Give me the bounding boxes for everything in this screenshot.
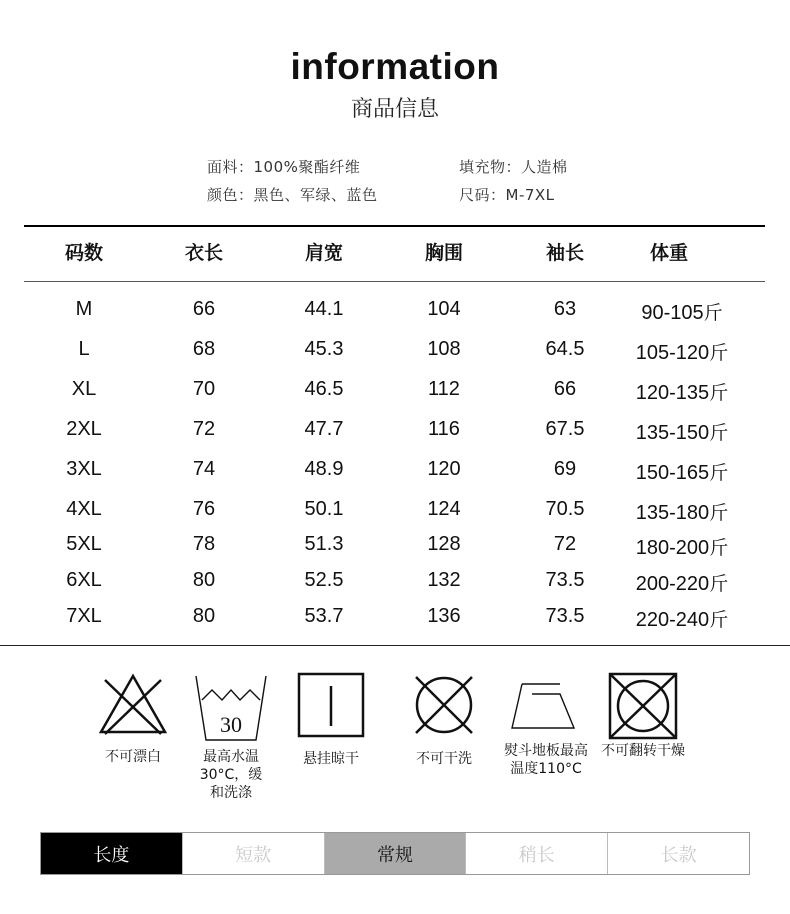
care-item: [500, 672, 592, 778]
weight-unit: 斤: [709, 462, 729, 484]
cell-shoulder: 51.3: [304, 533, 344, 555]
weight-range: 105-120: [635, 342, 710, 364]
weight-unit: 斤: [709, 573, 729, 595]
weight-range: 180-200: [635, 537, 710, 559]
cell-weight: [622, 378, 742, 405]
cell-shoulder: 46.5: [304, 378, 344, 400]
page-title: information: [290, 46, 500, 87]
spec-color: 颜色：黑色、军绿、蓝色: [207, 186, 378, 204]
cell-length: 80: [192, 569, 216, 591]
header-length: 衣长: [184, 242, 223, 264]
cell-shoulder: 48.9: [304, 458, 344, 480]
cell-sleeve: 66: [553, 378, 577, 400]
weight-unit: 斤: [709, 422, 729, 444]
care-label: 熨斗地板最高温度110°C: [504, 743, 588, 777]
cell-weight: [622, 605, 742, 632]
care-item: [285, 672, 377, 768]
care-item: [185, 672, 277, 802]
care-item: [398, 672, 490, 768]
table-row: [0, 458, 790, 488]
table-row: [0, 378, 790, 408]
cell-length: 68: [192, 338, 216, 360]
weight-range: 90-105: [641, 302, 704, 324]
hang-dry-icon: [297, 672, 365, 738]
table-bottom-rule: [0, 645, 790, 646]
weight-unit: 斤: [709, 342, 729, 364]
cell-chest: 132: [427, 569, 461, 591]
wash-30-icon: [192, 672, 270, 744]
cell-length: 80: [192, 605, 216, 627]
cell-shoulder: 53.7: [304, 605, 344, 627]
cell-sleeve: 72: [553, 533, 577, 555]
length-bar: [40, 832, 750, 875]
weight-range: 120-135: [635, 382, 710, 404]
cell-shoulder: 44.1: [304, 298, 344, 320]
no-tumble-dry-icon: [608, 672, 678, 740]
weight-unit: 斤: [703, 302, 723, 324]
weight-range: 135-150: [635, 422, 710, 444]
cell-size: 2XL: [66, 418, 102, 440]
care-item: [597, 672, 689, 760]
cell-shoulder: 52.5: [304, 569, 344, 591]
cell-chest: 116: [428, 418, 460, 440]
length-bar-title: 长度: [41, 833, 183, 874]
cell-sleeve: 64.5: [545, 338, 585, 360]
cell-chest: 104: [427, 298, 461, 320]
table-row: [0, 569, 790, 599]
table-row: [0, 418, 790, 448]
care-item: [87, 672, 179, 766]
cell-length: 76: [192, 498, 216, 520]
table-row: [0, 498, 790, 528]
weight-range: 220-240: [635, 609, 710, 631]
cell-chest: 120: [427, 458, 461, 480]
header-size: 码数: [64, 242, 103, 264]
cell-length: 78: [192, 533, 216, 555]
cell-shoulder: 45.3: [304, 338, 344, 360]
cell-length: 66: [192, 298, 216, 320]
table-row: [0, 533, 790, 563]
care-label: 不可干洗: [416, 751, 472, 767]
length-option-regular[interactable]: 常规: [325, 833, 467, 874]
weight-unit: 斤: [709, 537, 729, 559]
header-chest: 胸围: [424, 242, 463, 264]
cell-weight: [622, 418, 742, 445]
cell-size: M: [75, 298, 93, 320]
spec-filling: 填充物：人造棉: [459, 158, 568, 176]
cell-length: 70: [192, 378, 216, 400]
cell-sleeve: 69: [553, 458, 577, 480]
cell-size: 6XL: [66, 569, 102, 591]
cell-weight: [622, 569, 742, 596]
header-shoulder: 肩宽: [304, 242, 343, 264]
spec-size: 尺码：M-7XL: [459, 186, 555, 204]
cell-sleeve: 63: [553, 298, 577, 320]
header-sleeve: 袖长: [545, 242, 584, 264]
weight-range: 150-165: [635, 462, 710, 484]
cell-length: 72: [192, 418, 216, 440]
iron-icon: [508, 672, 584, 738]
cell-size: 3XL: [66, 458, 102, 480]
cell-sleeve: 70.5: [545, 498, 585, 520]
cell-weight: [622, 338, 742, 365]
cell-weight: [622, 498, 742, 525]
cell-size: 5XL: [66, 533, 102, 555]
header-weight: 体重: [649, 242, 688, 264]
cell-chest: 112: [428, 378, 460, 400]
cell-weight: [622, 298, 742, 325]
table-row: [0, 298, 790, 328]
cell-weight: [622, 458, 742, 485]
cell-size: 4XL: [66, 498, 102, 520]
cell-shoulder: 47.7: [304, 418, 344, 440]
wash-temperature: 30: [220, 712, 242, 737]
table-header-rule: [24, 281, 765, 282]
cell-length: 74: [192, 458, 216, 480]
care-label: 不可翻转干燥: [601, 743, 685, 759]
cell-chest: 124: [427, 498, 461, 520]
cell-shoulder: 50.1: [304, 498, 344, 520]
cell-size: XL: [71, 378, 97, 400]
care-label: 不可漂白: [105, 749, 161, 765]
length-option-long[interactable]: 长款: [608, 833, 749, 874]
table-row: [0, 338, 790, 368]
length-option-short[interactable]: 短款: [183, 833, 325, 874]
weight-unit: 斤: [709, 502, 729, 524]
page-subtitle: 商品信息: [350, 97, 439, 122]
cell-sleeve: 73.5: [545, 605, 585, 627]
weight-unit: 斤: [709, 609, 729, 631]
cell-chest: 128: [427, 533, 461, 555]
cell-chest: 108: [427, 338, 461, 360]
cell-sleeve: 73.5: [545, 569, 585, 591]
weight-range: 135-180: [635, 502, 710, 524]
care-label: 悬挂晾干: [303, 751, 359, 767]
cell-sleeve: 67.5: [545, 418, 585, 440]
cell-size: L: [78, 338, 90, 360]
cell-chest: 136: [427, 605, 461, 627]
weight-range: 200-220: [635, 573, 710, 595]
cell-size: 7XL: [66, 605, 102, 627]
cell-weight: [622, 533, 742, 560]
no-bleach-icon: [97, 672, 169, 736]
care-label: 最高水温30°C，缓和洗涤: [199, 749, 263, 801]
spec-fabric: 面料：100%聚酯纤维: [207, 158, 361, 176]
table-row: [0, 605, 790, 635]
length-option-slightly-long[interactable]: 稍长: [466, 833, 608, 874]
no-dry-clean-icon: [410, 672, 478, 738]
table-top-rule: [24, 225, 765, 227]
weight-unit: 斤: [709, 382, 729, 404]
